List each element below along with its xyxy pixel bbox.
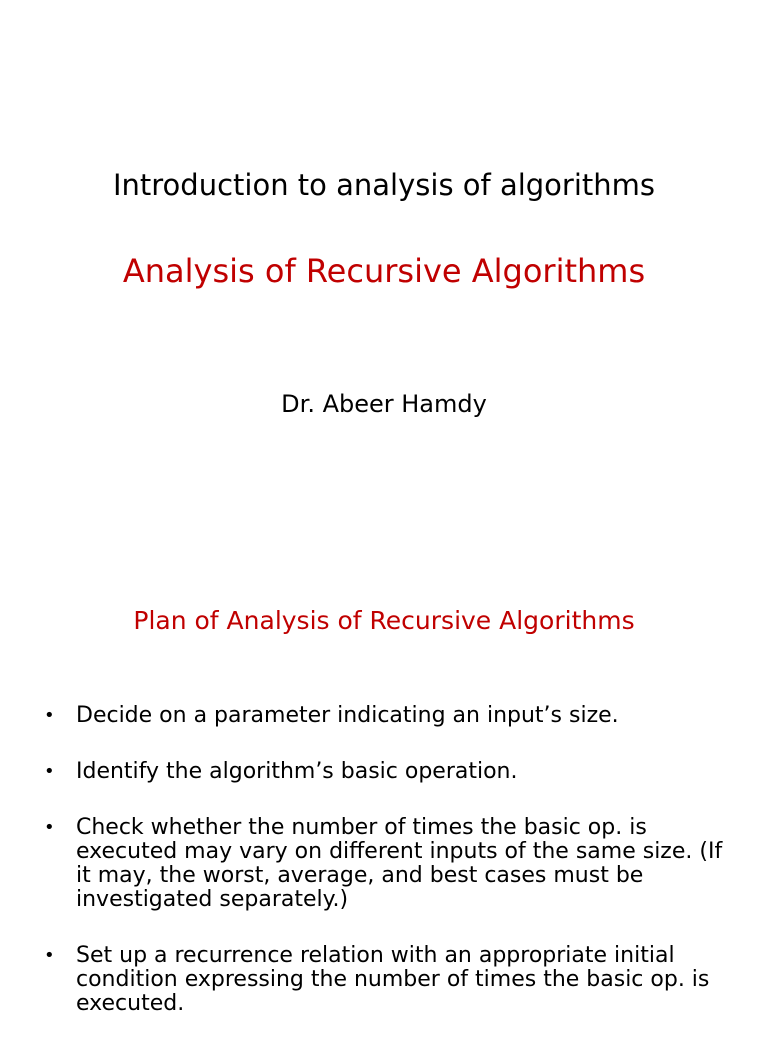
plan-slide-title: Plan of Analysis of Recursive Algorithms: [133, 606, 635, 635]
bullet-icon: •: [44, 761, 55, 782]
lecture-title: Analysis of Recursive Algorithms: [122, 252, 646, 290]
bullet-text: Check whether the number of times the basic op. is executed may vary on different inputs of the same size. (If it may, the worst, average, and best cases must be investigated separately.): [76, 815, 723, 912]
bullet-text: Identify the algorithm’s basic operation.: [76, 759, 518, 784]
bullet-text: Decide on a parameter indicating an input’s size.: [76, 703, 619, 728]
bullet-text: Set up a recurrence relation with an appropriate initial condition expressing the number of times the basic op. is executed.: [76, 943, 710, 1016]
course-subtitle: Introduction to analysis of algorithms: [112, 168, 656, 202]
bullet-item-check-variation: [0, 816, 768, 912]
bullet-item-identify-operation: [0, 760, 768, 784]
bullet-icon: •: [44, 705, 55, 726]
plan-slide: [0, 560, 768, 1024]
bullet-icon: •: [44, 945, 55, 966]
bullet-item-recurrence-relation: [0, 944, 768, 1016]
bullet-list: [0, 704, 768, 1048]
author-name: Dr. Abeer Hamdy: [281, 390, 487, 418]
bullet-icon: •: [44, 817, 55, 838]
bullet-item-decide-parameter: [0, 704, 768, 728]
